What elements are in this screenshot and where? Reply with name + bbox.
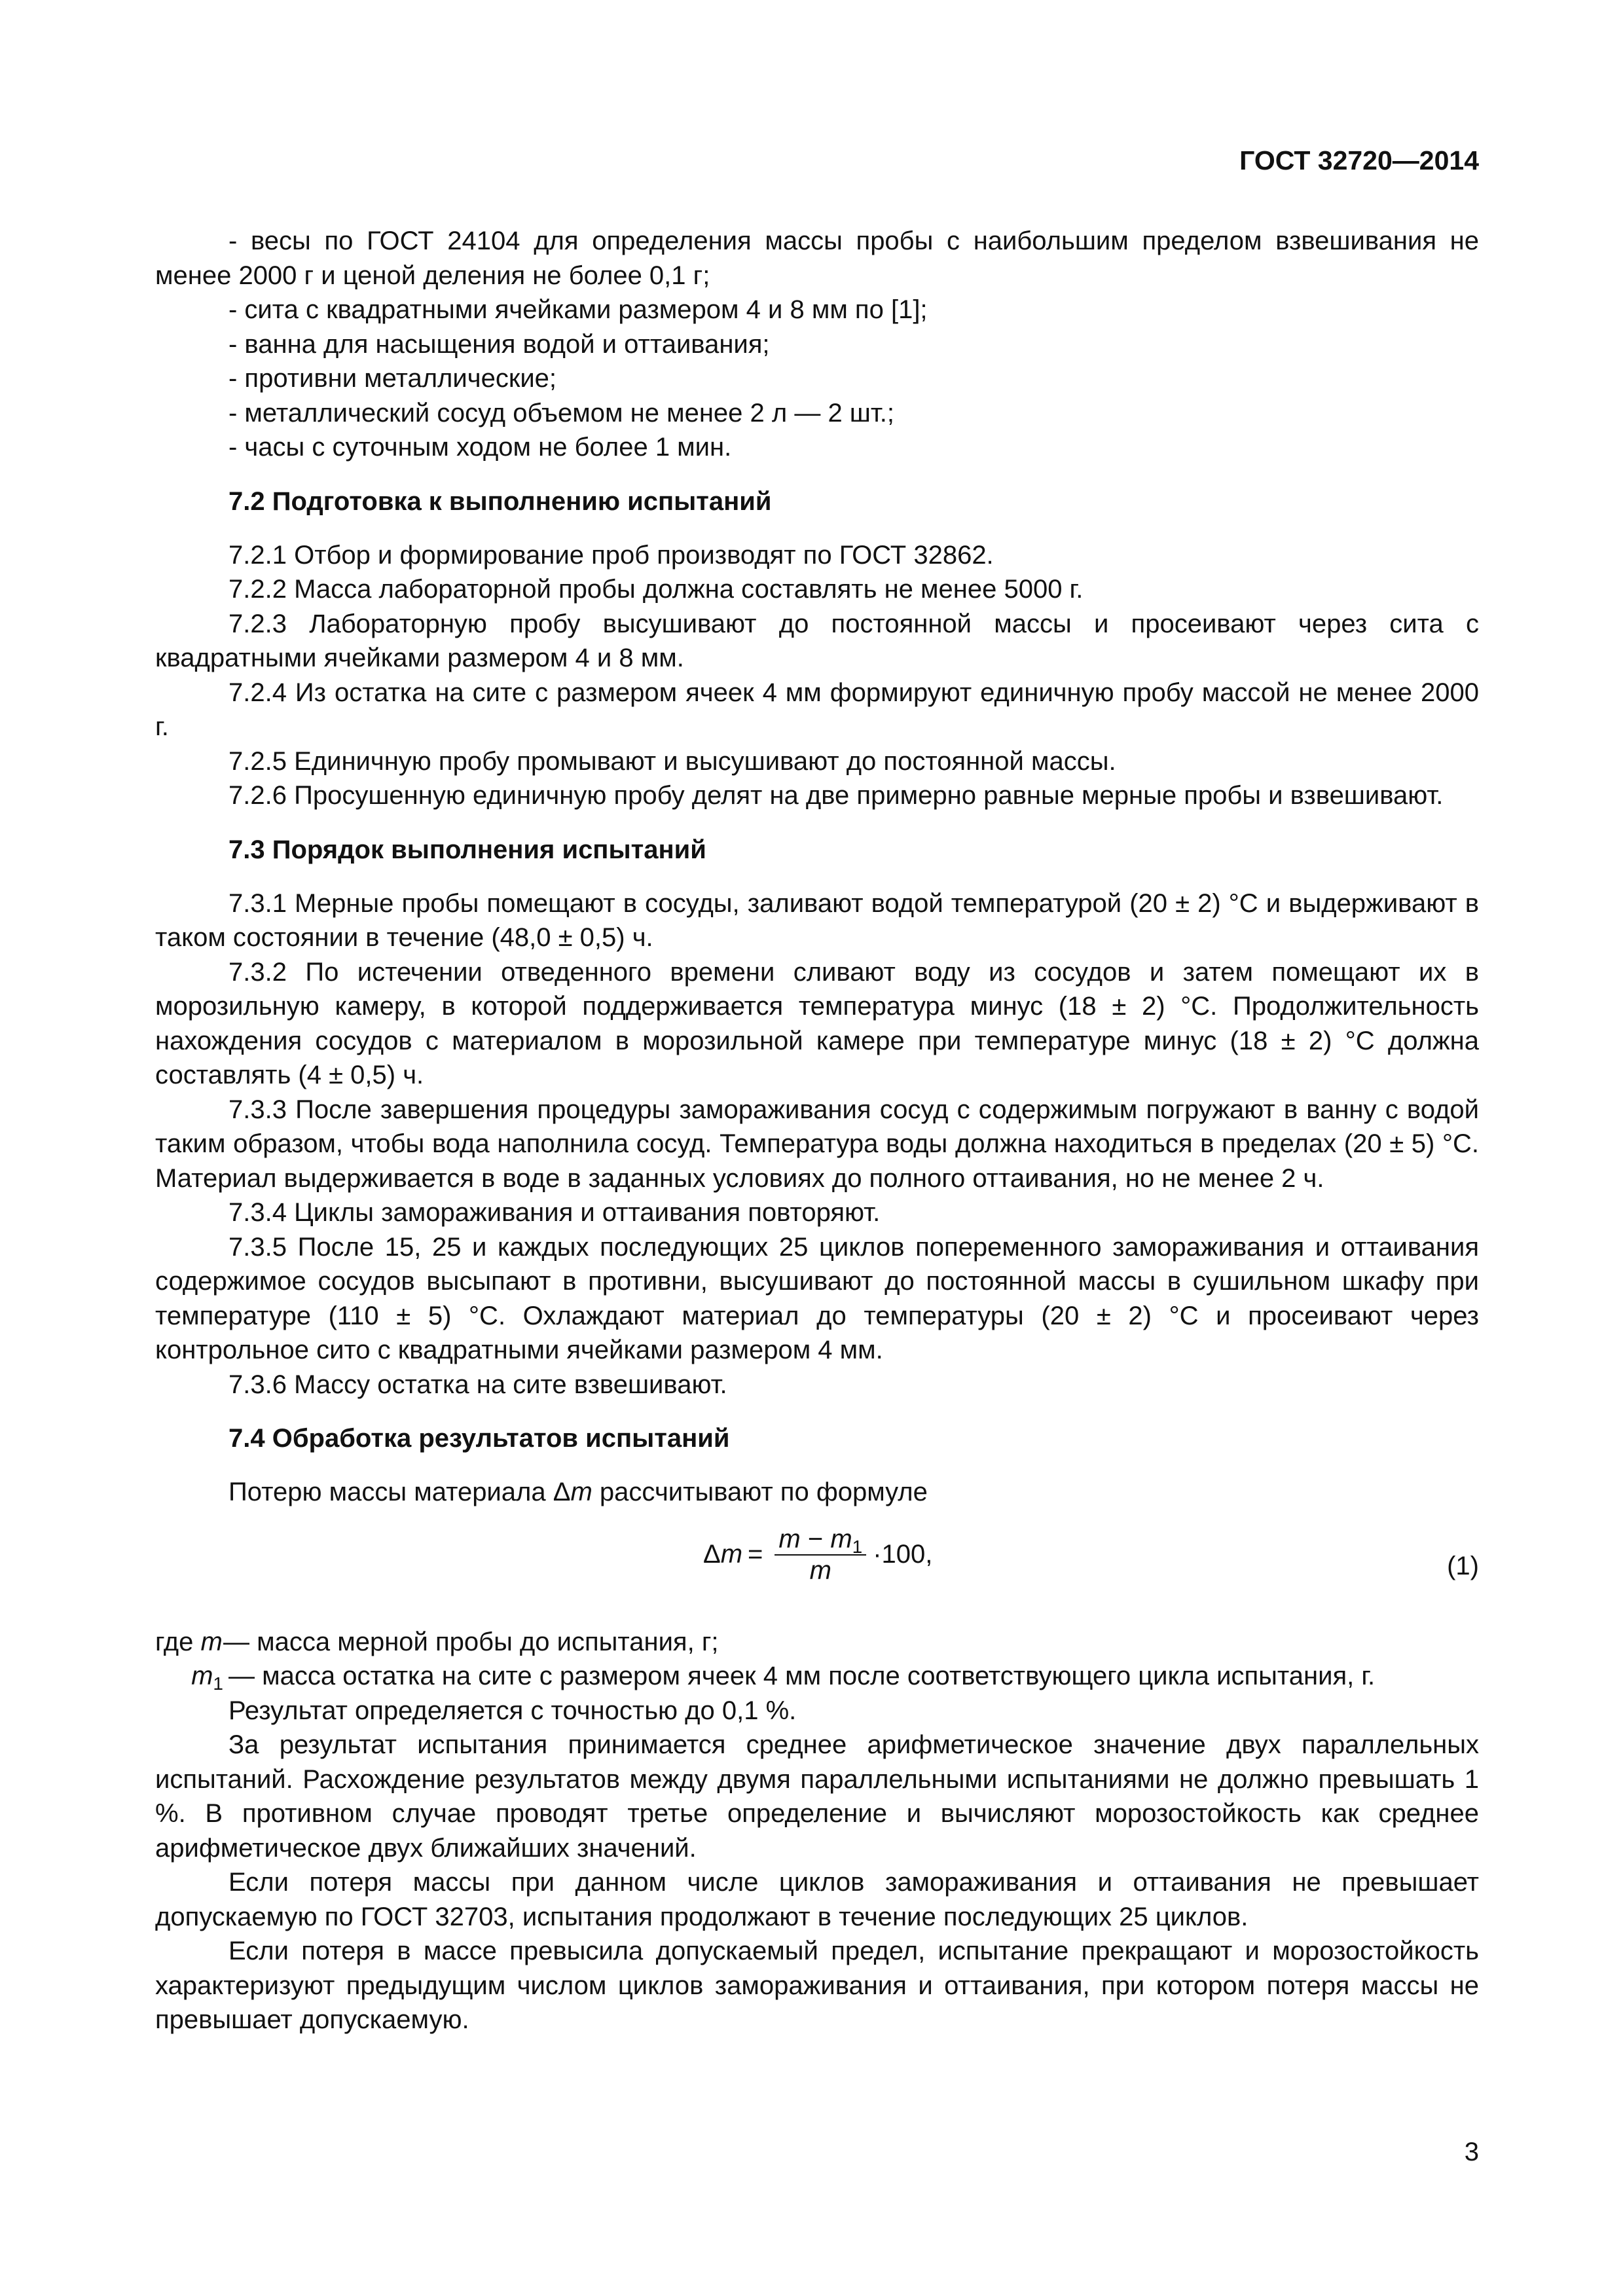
paragraph: 7.2.5 Единичную пробу промывают и высушивают до постоянной массы. xyxy=(228,746,1116,776)
where-symbol: $m_1$ xyxy=(191,1662,223,1694)
paragraph: 7.3.4 Циклы замораживания и оттаивания повторяют. xyxy=(228,1198,881,1227)
document-body xyxy=(155,224,1479,2037)
list-item: - противни металлические; xyxy=(228,364,557,393)
section-heading-7-2: 7.2 Подготовка к выполнению испытаний xyxy=(228,486,772,516)
formula-numerator: $m - m_1$ xyxy=(778,1524,863,1557)
where-text: — масса мерной пробы до испытания, г; xyxy=(223,1627,719,1656)
paragraph: 7.3.5 После 15, 25 и каждых последующих 25 циклов попеременного замораживания и оттаивания содержимое сосудов высыпают в противни, высушивают до постоянной массы в сушильном шкафу при температуре (110 ± 5) °С. Охлаждают материал до температуры (20 ± 2) °С и просеивают через контрольное сито с квадратными ячейками размером 4 мм. xyxy=(155,1232,1479,1364)
paragraph: 7.3.1 Мерные пробы помещают в сосуды, заливают водой температурой (20 ± 2) °С и выдерживают в таком состоянии в течение (48,0 ± 0,5) ч. xyxy=(155,888,1479,952)
paragraph: Результат определяется с точностью до 0,1 %. xyxy=(228,1696,797,1725)
paragraph: 7.2.3 Лабораторную пробу высушивают до постоянной массы и просеивают через сита с квадратными ячейками размером 4 и 8 мм. xyxy=(155,609,1479,672)
formula-lhs-m: m xyxy=(720,1540,743,1569)
list-item: - ванна для насыщения водой и оттаивания; xyxy=(228,329,770,359)
where-text: — масса остатка на сите с размером ячеек 4 мм после соответствующего цикла испытания, г. xyxy=(228,1662,1376,1690)
section-7-2-body xyxy=(155,538,1479,813)
paragraph: 7.3.2 По истечении отведенного времени сливают воду из сосудов и затем помещают их в морозильную камеру, в которой поддерживается температура минус (18 ± 2) °С. Продолжительность нахождения сосудов с материалом в морозильной камере при температуре минус (18 ± 2) °С должна составлять (4 ± 0,5) ч. xyxy=(155,957,1479,1089)
equipment-list xyxy=(155,224,1479,465)
list-item: - сита с квадратными ячейками размером 4 и 8 мм по [1]; xyxy=(228,295,928,324)
paragraph: 7.3.3 После завершения процедуры замораживания сосуд с содержимым погружают в ванну с водой таким образом, чтобы вода наполнила сосуд. Температура воды должна находиться в пределах (20 ± 5) °С. Материал выдерживается в воде в заданных условиях до полного оттаивания, но не менее 2 ч. xyxy=(155,1095,1479,1193)
formula-intro: Потерю массы материала Δm рассчитывают по формуле xyxy=(228,1478,928,1506)
document-page xyxy=(155,0,1479,2296)
formula-fraction xyxy=(775,1524,866,1586)
list-item: - весы по ГОСТ 24104 для определения массы пробы с наибольшим пределом взвешивания не менее 2000 г и ценой деления не более 0,1 г; xyxy=(155,227,1479,290)
formula-lhs-delta: Δ xyxy=(703,1540,721,1569)
paragraph: Если потеря массы при данном числе циклов замораживания и оттаивания не превышает допускаемую по ГОСТ 32703, испытания продолжают в течение последующих 25 циклов. xyxy=(155,1868,1479,1931)
where-label: где m xyxy=(155,1627,223,1656)
paragraph: За результат испытания принимается среднее арифметическое значение двух параллельных испытаний. Расхождение результатов между двумя параллельными испытаниями не должно превышать 1 %. В противном случае проводят третье определение и вычисляют морозостойкость как среднее арифметическое двух ближайших значений. xyxy=(155,1730,1479,1863)
where-block xyxy=(155,1625,1479,1694)
section-7-4-body xyxy=(155,1694,1479,2037)
formula-tail: ·100, xyxy=(873,1540,933,1569)
where-item xyxy=(155,1659,1479,1694)
page-number: 3 xyxy=(1464,2138,1479,2166)
paragraph: 7.3.6 Массу остатка на сите взвешивают. xyxy=(228,1370,727,1399)
paragraph: 7.2.4 Из остатка на сите с размером ячеек 4 мм формируют единичную пробу массой не менее 2000 г. xyxy=(155,678,1479,741)
list-item: - часы с суточным ходом не более 1 мин. xyxy=(228,433,732,462)
list-item: - металлический сосуд объемом не менее 2 л — 2 шт.; xyxy=(228,398,895,428)
paragraph: 7.2.6 Просушенную единичную пробу делят на две примерно равные мерные пробы и взвешивают. xyxy=(228,781,1444,810)
section-7-3-body xyxy=(155,886,1479,1402)
section-heading-7-3: 7.3 Порядок выполнения испытаний xyxy=(228,835,706,864)
formula-equals: = xyxy=(748,1540,763,1569)
where-item xyxy=(155,1625,1479,1660)
paragraph: Если потеря в массе превысила допускаемый предел, испытание прекращают и морозостойкость характеризуют предыдущим числом циклов замораживания и оттаивания, при котором потеря массы не превышает допускаемую. xyxy=(155,1937,1479,2034)
equation-number: (1) xyxy=(1447,1551,1479,1580)
standard-header: ГОСТ 32720—2014 xyxy=(1239,145,1479,175)
formula-denominator: m xyxy=(809,1556,831,1585)
formula-expression xyxy=(703,1524,932,1586)
paragraph: 7.2.2 Масса лабораторной пробы должна составлять не менее 5000 г. xyxy=(228,575,1084,604)
formula-block xyxy=(155,1515,1479,1620)
paragraph: 7.2.1 Отбор и формирование проб производят по ГОСТ 32862. xyxy=(228,540,994,570)
section-heading-7-4: 7.4 Обработка результатов испытаний xyxy=(228,1424,730,1453)
